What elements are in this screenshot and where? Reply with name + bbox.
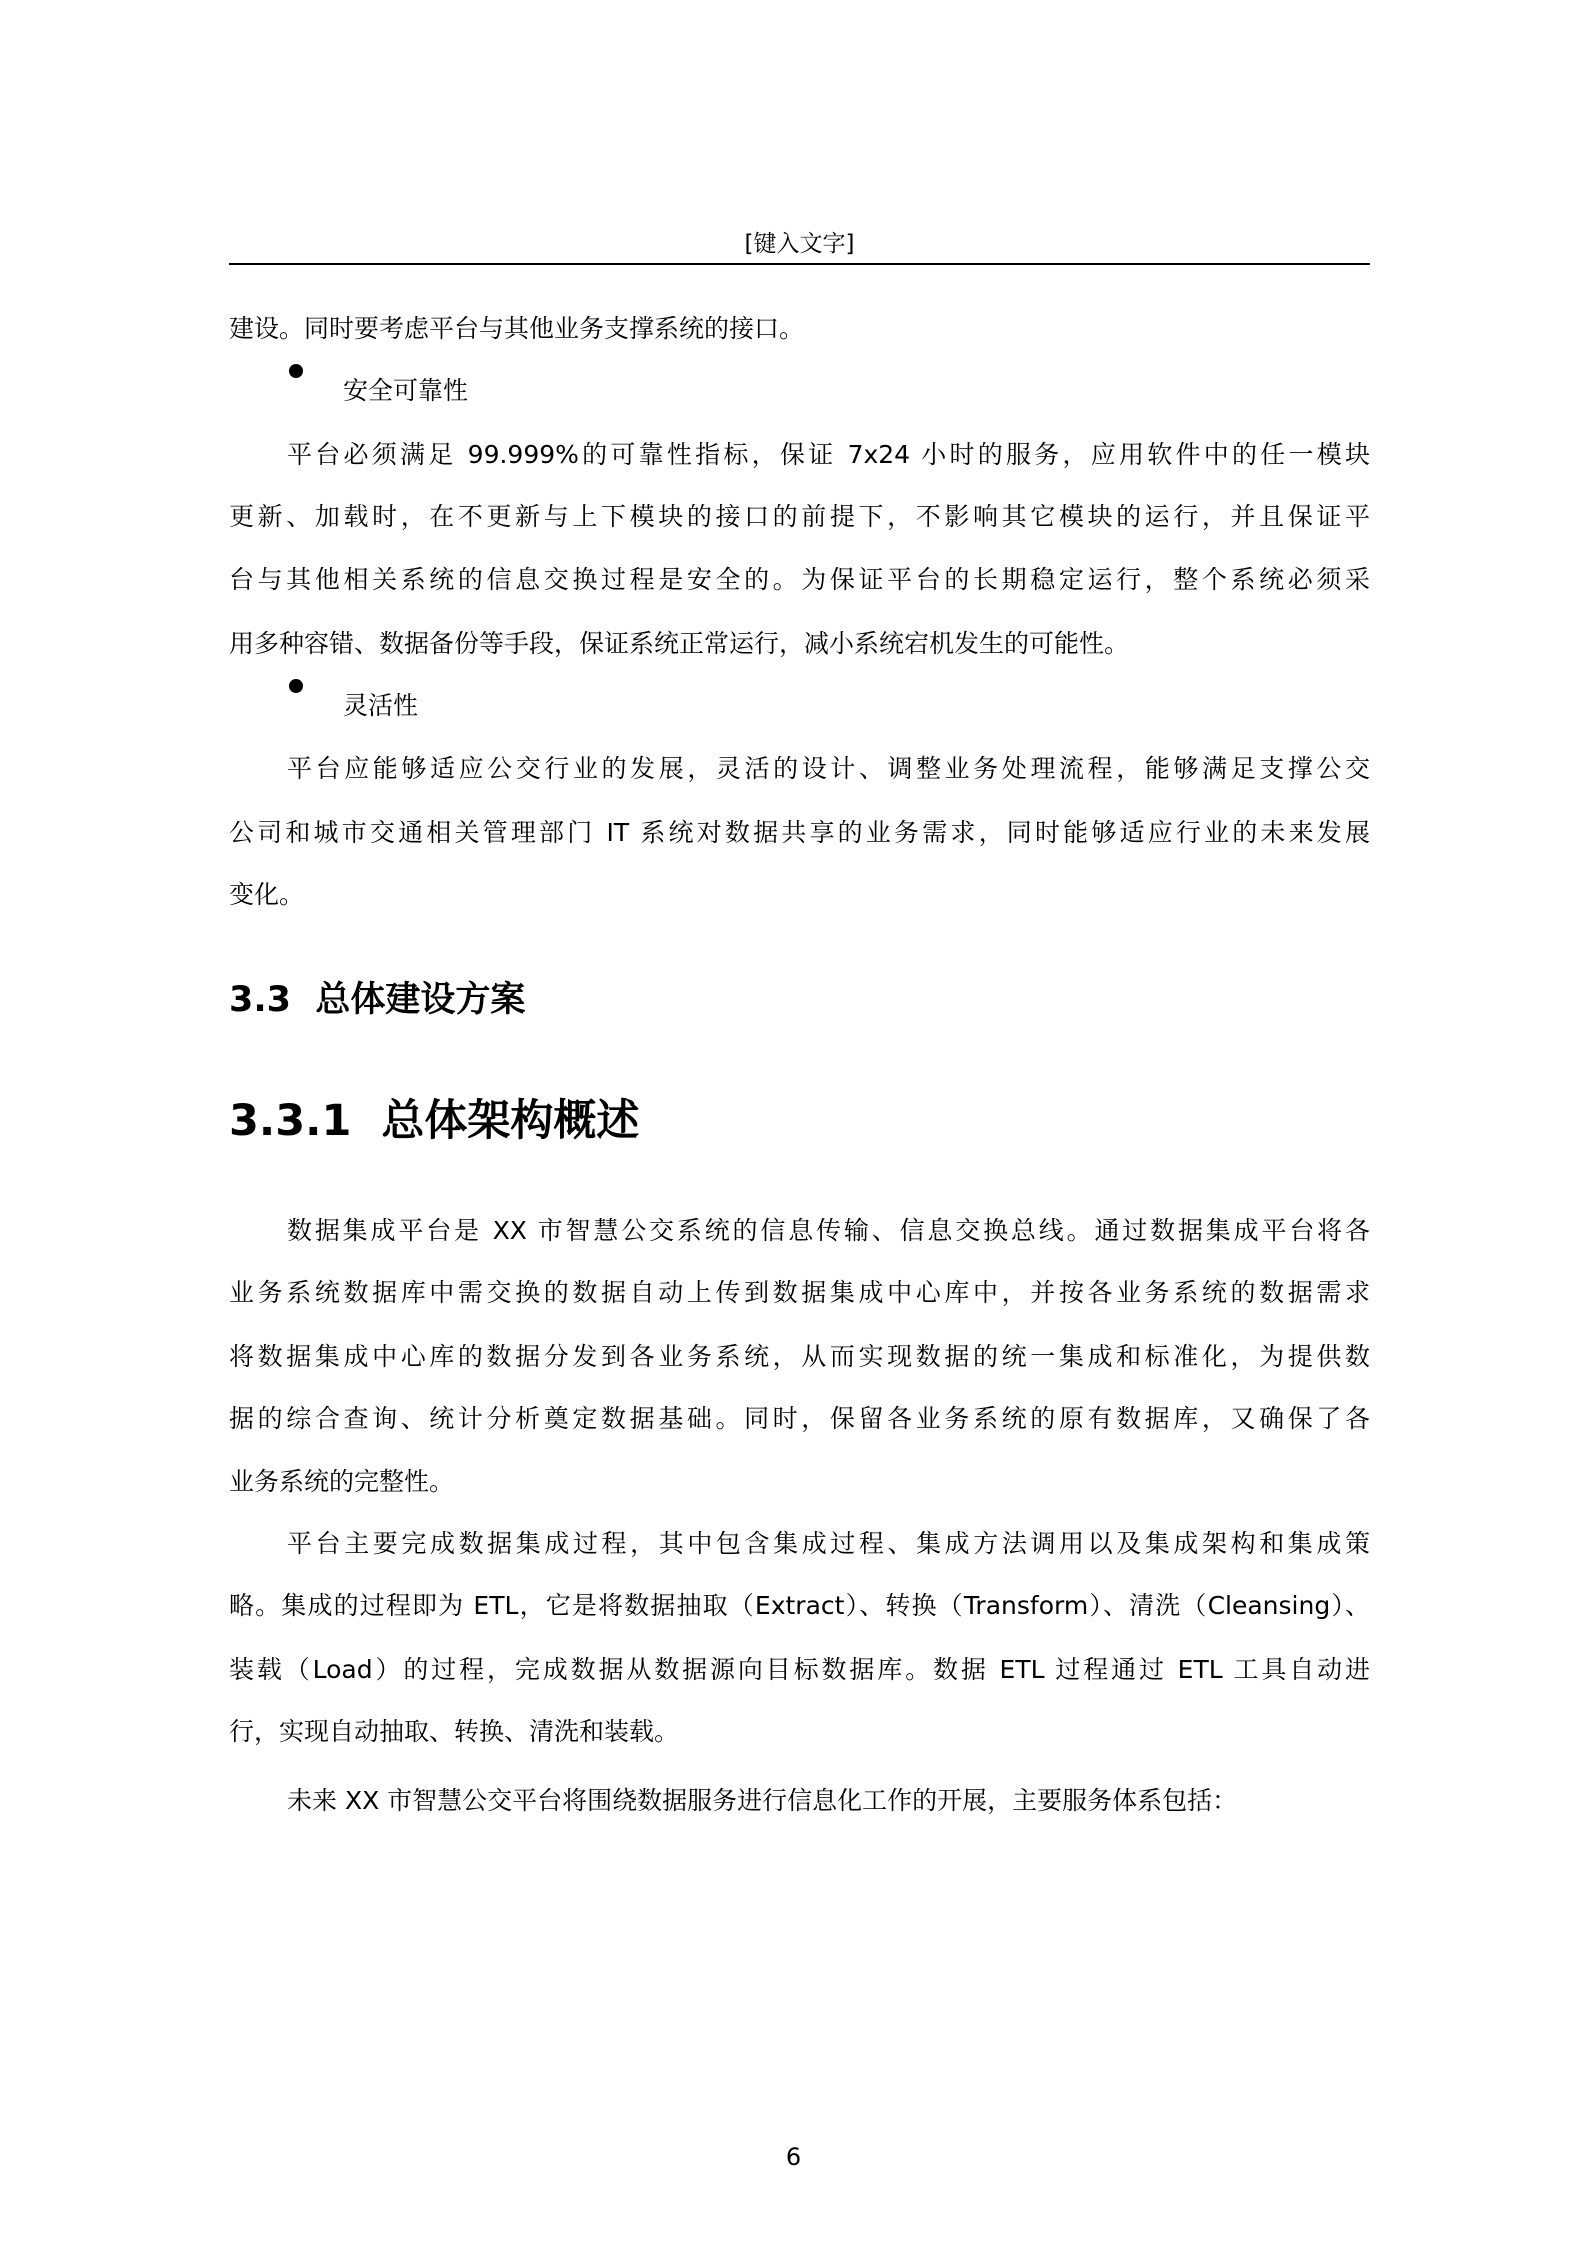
- body-line: 更新、加载时，在不更新与上下模块的接口的前提下，不影响其它模块的运行，并且保证平: [229, 502, 1370, 531]
- subsection-number: 3.3.1: [229, 1096, 352, 1146]
- body-line: 平台主要完成数据集成过程，其中包含集成过程、集成方法调用以及集成架构和集成策: [287, 1529, 1370, 1558]
- bullet-icon: [289, 679, 303, 693]
- body-line: 公司和城市交通相关管理部门 IT 系统对数据共享的业务需求，同时能够适应行业的未来发展: [229, 818, 1370, 847]
- body-line: 平台必须满足 99.999%的可靠性指标，保证 7x24 小时的服务，应用软件中的任一模块: [287, 440, 1370, 469]
- bullet-title: 灵活性: [343, 691, 419, 720]
- body-line: 业务系统数据库中需交换的数据自动上传到数据集成中心库中，并按各业务系统的数据需求: [229, 1278, 1370, 1307]
- page-number: 6: [785, 2143, 802, 2171]
- subsection-title: 总体架构概述: [381, 1096, 640, 1146]
- body-line: 业务系统的完整性。: [229, 1467, 455, 1496]
- section-title: 总体建设方案: [315, 980, 526, 1020]
- bullet-title: 安全可靠性: [343, 376, 469, 405]
- header-divider: [229, 263, 1370, 265]
- body-line: 略。集成的过程即为 ETL，它是将数据抽取（Extract）、转换（Transform）、清洗（Cleansing）、: [229, 1591, 1370, 1620]
- page-header: [键入文字]: [744, 231, 855, 257]
- body-line: 数据集成平台是 XX 市智慧公交系统的信息传输、信息交换总线。通过数据集成平台将各: [287, 1216, 1370, 1245]
- body-line: 行，实现自动抽取、转换、清洗和装载。: [229, 1717, 680, 1746]
- subsection-heading: [229, 1093, 639, 1149]
- body-line: 平台应能够适应公交行业的发展，灵活的设计、调整业务处理流程，能够满足支撑公交: [287, 754, 1370, 783]
- body-line: 将数据集成中心库的数据分发到各业务系统，从而实现数据的统一集成和标准化，为提供数: [229, 1342, 1370, 1371]
- section-number: 3.3: [229, 980, 292, 1020]
- body-line: 台与其他相关系统的信息交换过程是安全的。为保证平台的长期稳定运行，整个系统必须采: [229, 565, 1370, 594]
- bullet-icon: [289, 364, 303, 378]
- body-line: 装载（Load）的过程，完成数据从数据源向目标数据库。数据 ETL 过程通过 ETL 工具自动进: [229, 1655, 1370, 1684]
- body-line: 用多种容错、数据备份等手段，保证系统正常运行，减小系统宕机发生的可能性。: [229, 629, 1130, 658]
- section-heading: [229, 976, 525, 1024]
- body-line: 未来 XX 市智慧公交平台将围绕数据服务进行信息化工作的开展，主要服务体系包括：: [287, 1786, 1238, 1815]
- body-line: 据的综合查询、统计分析奠定数据基础。同时，保留各业务系统的原有数据库，又确保了各: [229, 1404, 1370, 1433]
- body-line: 建设。同时要考虑平台与其他业务支撑系统的接口。: [229, 314, 805, 343]
- body-line: 变化。: [229, 880, 305, 909]
